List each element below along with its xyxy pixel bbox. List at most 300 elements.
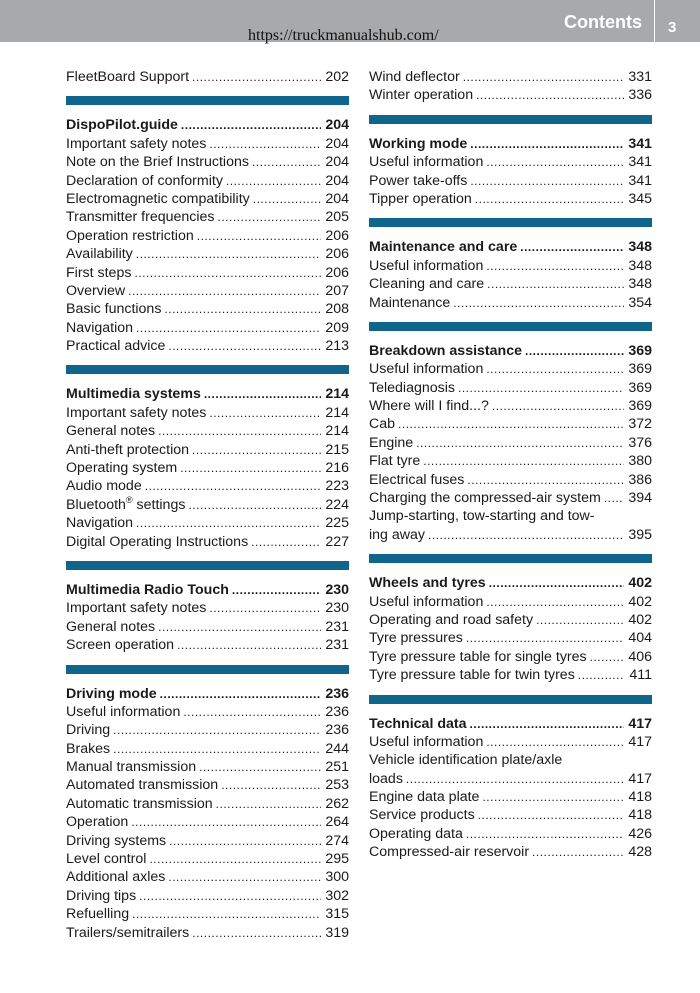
toc-section [66, 665, 349, 942]
toc-page-number: 214 [325, 423, 349, 440]
section-band [66, 365, 349, 374]
toc-page-number: 395 [628, 526, 652, 543]
toc-page-number: 205 [325, 209, 349, 226]
toc-entry-title: Practical advice [66, 338, 166, 355]
toc-entry-title: Operating data [369, 825, 463, 842]
toc-entry-title: Driving tips [66, 887, 137, 904]
page-title: Contents [564, 12, 642, 32]
toc-entry[interactable] [66, 319, 349, 337]
toc-entry[interactable] [66, 850, 349, 868]
toc-entry-title: Multimedia Radio Touch [66, 581, 229, 598]
toc-entry-title: Bluetooth® settings [66, 494, 186, 513]
toc-entry[interactable] [66, 777, 349, 795]
toc-entry-title: Important safety notes [66, 600, 207, 617]
toc-entry-title: DispoPilot.guide [66, 117, 178, 134]
toc-page-number: 369 [628, 342, 652, 359]
toc-leader-dots [192, 924, 321, 942]
toc-section [369, 695, 652, 862]
toc-entry[interactable] [66, 795, 349, 813]
toc-leader-dots [136, 319, 321, 337]
toc-entry-title: Declaration of conformity [66, 172, 223, 189]
toc-leader-dots [128, 282, 321, 300]
registered-mark: ® [125, 494, 133, 505]
toc-page-number: 230 [325, 600, 349, 617]
toc-page-number: 215 [325, 441, 349, 458]
toc-entry[interactable] [66, 264, 349, 282]
toc-page-number: 402 [628, 611, 652, 628]
toc-leader-dots [604, 489, 624, 507]
toc-entry[interactable] [66, 441, 349, 459]
toc-page-number: 202 [325, 68, 349, 85]
toc-entry[interactable] [66, 887, 349, 905]
toc-page-number: 214 [325, 404, 349, 421]
toc-page-number: 345 [628, 190, 652, 207]
toc-leader-dots [482, 788, 624, 806]
toc-leader-dots [463, 68, 624, 86]
toc-entry[interactable] [66, 282, 349, 300]
toc-entry[interactable] [369, 593, 652, 611]
toc-entry[interactable] [369, 770, 652, 788]
toc-entry[interactable] [66, 721, 349, 739]
toc-entry[interactable] [66, 227, 349, 245]
toc-leader-dots [132, 905, 321, 923]
toc-leader-dots [204, 385, 321, 403]
toc-entry[interactable] [66, 337, 349, 355]
toc-entry-title: loads [369, 770, 403, 787]
toc-entry-title: Charging the compressed-air system [369, 490, 601, 507]
toc-leader-dots [221, 776, 321, 794]
toc-entry[interactable] [369, 629, 652, 647]
toc-entry-title: Automatic transmission [66, 795, 213, 812]
toc-leader-dots [467, 471, 624, 489]
toc-section-heading[interactable] [369, 715, 652, 733]
toc-page-number: 206 [325, 264, 349, 281]
toc-entry[interactable] [66, 868, 349, 886]
toc-entry[interactable] [369, 788, 652, 806]
toc-section-heading[interactable] [66, 116, 349, 134]
toc-entry[interactable] [369, 526, 652, 544]
toc-entry-title: Useful information [369, 154, 484, 171]
toc-entry[interactable] [66, 703, 349, 721]
toc-entry[interactable] [66, 636, 349, 654]
toc-leader-dots [486, 153, 624, 171]
toc-entry[interactable] [369, 153, 652, 171]
toc-entry[interactable] [66, 740, 349, 758]
toc-entry[interactable] [369, 434, 652, 452]
toc-leader-dots [525, 342, 624, 360]
toc-entry-title: General notes [66, 423, 156, 440]
toc-page-number: 394 [628, 490, 652, 507]
toc-entry-title: Useful information [369, 257, 484, 274]
toc-leader-dots [487, 275, 624, 293]
toc-leader-dots [428, 526, 624, 544]
toc-entry-title: Availability [66, 246, 133, 263]
toc-page-number: 213 [325, 338, 349, 355]
toc-leader-dots [475, 190, 624, 208]
toc-entry-title: Operation [66, 814, 129, 831]
toc-page-number: 214 [325, 386, 349, 403]
toc-page-number: 411 [629, 667, 652, 684]
toc-page-number: 331 [628, 68, 652, 85]
section-band [369, 115, 652, 124]
toc-leader-dots [168, 868, 321, 886]
toc-entry[interactable] [369, 471, 652, 489]
toc-entry[interactable] [369, 489, 652, 507]
left-column [66, 68, 349, 952]
toc-leader-dots [492, 397, 624, 415]
toc-entry-title: Breakdown assistance [369, 342, 522, 359]
toc-page-number: 209 [325, 319, 349, 336]
toc-entry[interactable] [369, 807, 652, 825]
toc-page-number: 204 [325, 135, 349, 152]
toc-entry[interactable] [66, 208, 349, 226]
toc-page-number: 348 [628, 276, 652, 293]
toc-leader-dots [164, 300, 321, 318]
toc-leader-dots [476, 86, 624, 104]
toc-leader-dots [466, 825, 624, 843]
toc-entry-title: Operation restriction [66, 227, 194, 244]
toc-page-number: 418 [628, 807, 652, 824]
toc-section-heading[interactable] [66, 385, 349, 403]
toc-entry[interactable] [66, 300, 349, 318]
toc-page-number: 224 [325, 496, 349, 513]
watermark-url: https://truckmanualshub.com/ [248, 27, 439, 44]
toc-entry-title: Compressed-air reservoir [369, 844, 530, 861]
toc-entry-title: Tyre pressures [369, 630, 463, 647]
toc-leader-dots [113, 740, 321, 758]
toc-section-heading[interactable] [369, 135, 652, 153]
toc-page-number: 369 [628, 361, 652, 378]
toc-entry[interactable] [66, 172, 349, 190]
toc-section-heading[interactable] [66, 685, 349, 703]
toc-entry-title: Winter operation [369, 87, 474, 104]
toc-entry-title: Multimedia systems [66, 386, 201, 403]
toc-entry-title-line: Vehicle identification plate/axle [369, 752, 563, 769]
section-band [369, 218, 652, 227]
toc-entry-title: Anti-theft protection [66, 441, 190, 458]
toc-section-heading[interactable] [369, 342, 652, 360]
toc-page-number: 231 [325, 618, 349, 635]
toc-top-entries [66, 68, 349, 86]
toc-entry-title: Operating system [66, 460, 178, 477]
toc-section [66, 561, 349, 655]
toc-entry-title: Maintenance [369, 294, 451, 311]
toc-entry-title: Trailers/semitrailers [66, 924, 190, 941]
toc-leader-dots [226, 172, 321, 190]
toc-page-number: 208 [325, 301, 349, 318]
toc-page-number: 236 [325, 703, 349, 720]
toc-entry-title: Note on the Brief Instructions [66, 154, 249, 171]
toc-entry[interactable] [66, 153, 349, 171]
toc-page-number: 354 [628, 294, 652, 311]
toc-entry-title: Transmitter frequencies [66, 209, 215, 226]
toc-entry[interactable] [369, 257, 652, 275]
toc-leader-dots [252, 153, 321, 171]
toc-entry-title: Maintenance and care [369, 239, 518, 256]
toc-entry[interactable] [369, 611, 652, 629]
toc-page-number: 341 [628, 172, 652, 189]
toc-leader-dots [136, 245, 321, 263]
toc-page-number: 262 [325, 795, 349, 812]
toc-entry-title: Refuelling [66, 906, 130, 923]
toc-page-number: 207 [325, 282, 349, 299]
toc-leader-dots [160, 685, 321, 703]
toc-entry-title: Engine [369, 434, 414, 451]
toc-page-number: 231 [325, 637, 349, 654]
toc-page-number: 230 [325, 581, 349, 598]
toc-entry[interactable] [369, 68, 652, 86]
toc-entry-title: Working mode [369, 135, 468, 152]
page-number: 3 [668, 19, 677, 36]
toc-entry-title: Important safety notes [66, 135, 207, 152]
toc-entry[interactable] [369, 275, 652, 293]
toc-page-number: 319 [325, 924, 349, 941]
toc-page-number: 386 [628, 471, 652, 488]
toc-leader-dots [209, 599, 321, 617]
toc-entry[interactable] [369, 825, 652, 843]
toc-leader-dots [398, 415, 624, 433]
toc-page-number: 404 [628, 630, 652, 647]
toc-entry[interactable] [369, 733, 652, 751]
toc-leader-dots [188, 496, 321, 514]
toc-leader-dots [578, 666, 624, 684]
toc-leader-dots [145, 477, 321, 495]
toc-entry-title: Useful information [369, 733, 484, 750]
toc-leader-dots [486, 360, 624, 378]
toc-entry-title: FleetBoard Support [66, 68, 190, 85]
toc-entry[interactable] [66, 422, 349, 440]
toc-leader-dots [478, 806, 624, 824]
toc-entry-title: Important safety notes [66, 404, 207, 421]
toc-section-heading[interactable] [66, 581, 349, 599]
toc-page-number: 227 [325, 533, 349, 550]
toc-entry[interactable] [369, 452, 652, 470]
toc-leader-dots [158, 422, 321, 440]
toc-section [66, 96, 349, 355]
toc-page-number: 300 [325, 869, 349, 886]
toc-page-number: 206 [325, 246, 349, 263]
toc-entry-title: Tyre pressure table for twin tyres [369, 667, 575, 684]
toc-leader-dots [458, 379, 624, 397]
toc-leader-dots [197, 227, 321, 245]
toc-entry-title: First steps [66, 264, 132, 281]
toc-entry-title: Driving [66, 722, 111, 739]
toc-entry[interactable] [66, 245, 349, 263]
toc-entry[interactable] [66, 190, 349, 208]
toc-entry-title: Wind deflector [369, 68, 460, 85]
toc-entry[interactable] [66, 68, 349, 86]
toc-entry[interactable] [66, 599, 349, 617]
toc-entry[interactable] [369, 843, 652, 861]
toc-page-number: 372 [628, 416, 652, 433]
toc-page-number: 428 [628, 844, 652, 861]
toc-page-number: 406 [628, 648, 652, 665]
section-band [369, 554, 652, 563]
toc-entry-title: Where will I find...? [369, 398, 489, 415]
toc-page-number: 206 [325, 227, 349, 244]
toc-page-number: 264 [325, 814, 349, 831]
toc-page-number: 341 [628, 154, 652, 171]
toc-entry[interactable] [369, 172, 652, 190]
toc-leader-dots [470, 172, 624, 190]
toc-entry[interactable] [66, 477, 349, 495]
toc-page-number: 369 [628, 379, 652, 396]
toc-entry[interactable] [66, 533, 349, 551]
toc-entry[interactable] [66, 514, 349, 532]
section-band [66, 561, 349, 570]
toc-leader-dots [183, 703, 321, 721]
toc-entry-title: Level control [66, 851, 147, 868]
toc-entry-title: Engine data plate [369, 789, 480, 806]
toc-entry[interactable] [369, 86, 652, 104]
toc-entry-title: Automated transmission [66, 777, 219, 794]
toc-page-number: 204 [325, 154, 349, 171]
toc-entry[interactable] [66, 496, 349, 514]
toc-leader-dots [253, 190, 321, 208]
toc-leader-dots [486, 593, 624, 611]
toc-leader-dots [251, 533, 321, 551]
toc-section-heading[interactable] [369, 574, 652, 592]
toc-entry-title: Useful information [66, 703, 181, 720]
toc-entry-title: Service products [369, 807, 475, 824]
toc-page-number: 223 [325, 478, 349, 495]
toc-leader-dots [169, 832, 321, 850]
toc-entry[interactable] [66, 135, 349, 153]
toc-entry-title: Brakes [66, 740, 111, 757]
toc-page-number: 402 [628, 593, 652, 610]
toc-leader-dots [536, 611, 624, 629]
toc-page-number: 417 [628, 770, 652, 787]
toc-page-number: 369 [628, 398, 652, 415]
toc-entry[interactable] [369, 379, 652, 397]
toc-entry-title: General notes [66, 618, 156, 635]
toc-entry[interactable] [66, 832, 349, 850]
toc-page-number: 348 [628, 257, 652, 274]
section-band [369, 322, 652, 331]
toc-page-number: 253 [325, 777, 349, 794]
toc-entry[interactable] [66, 404, 349, 422]
toc-page-number: 204 [325, 190, 349, 207]
toc-entry-title: Manual transmission [66, 759, 197, 776]
toc-page-number: 302 [325, 887, 349, 904]
toc-page-number: 274 [325, 832, 349, 849]
toc-section [66, 365, 349, 551]
toc-page-number: 380 [628, 453, 652, 470]
toc-entry[interactable] [66, 758, 349, 776]
toc-entry-title: Navigation [66, 515, 134, 532]
toc-leader-dots [423, 452, 624, 470]
toc-entry[interactable] [369, 397, 652, 415]
toc-leader-dots [466, 629, 624, 647]
section-band [369, 695, 652, 704]
toc-entry[interactable] [66, 905, 349, 923]
toc-leader-dots [192, 68, 321, 86]
toc-entry[interactable] [369, 648, 652, 666]
toc-leader-dots [158, 618, 321, 636]
toc-entry-title: Electrical fuses [369, 471, 465, 488]
toc-entry[interactable] [66, 924, 349, 942]
toc-entry-title: Overview [66, 282, 126, 299]
toc-page-number: 251 [325, 759, 349, 776]
toc-entry[interactable] [369, 294, 652, 312]
toc-page-number: 225 [325, 515, 349, 532]
toc-entry[interactable] [369, 360, 652, 378]
toc-page-number: 418 [628, 789, 652, 806]
toc-entry[interactable] [369, 415, 652, 433]
toc-entry[interactable] [66, 813, 349, 831]
toc-page-number: 417 [628, 733, 652, 750]
toc-leader-dots [416, 434, 624, 452]
toc-entry[interactable] [66, 618, 349, 636]
toc-entry-title: Tipper operation [369, 190, 472, 207]
right-column [369, 68, 652, 872]
section-band [66, 96, 349, 105]
toc-page-number: 204 [325, 172, 349, 189]
toc-leader-dots [216, 795, 321, 813]
toc-section [369, 218, 652, 312]
toc-leader-dots [134, 264, 321, 282]
toc-leader-dots [470, 715, 624, 733]
toc-entry-title: Cab [369, 416, 396, 433]
toc-entry-title: Operating and road safety [369, 611, 534, 628]
toc-top-entries [369, 68, 652, 105]
toc-leader-dots [209, 135, 321, 153]
toc-leader-dots [486, 257, 624, 275]
toc-leader-dots [139, 887, 321, 905]
toc-entry-title: Cleaning and care [369, 276, 485, 293]
toc-entry[interactable] [369, 666, 652, 684]
toc-page-number: 336 [628, 87, 652, 104]
toc-entry[interactable] [66, 459, 349, 477]
toc-entry-title-line: Jump-starting, tow-starting and tow- [369, 508, 595, 525]
toc-leader-dots [218, 208, 322, 226]
toc-entry-title: Useful information [369, 593, 484, 610]
toc-entry-title: Wheels and tyres [369, 575, 486, 592]
section-band [66, 665, 349, 674]
toc-leader-dots [590, 648, 624, 666]
toc-leader-dots [489, 574, 624, 592]
toc-leader-dots [486, 733, 624, 751]
toc-page-number: 216 [325, 460, 349, 477]
toc-page-number: 376 [628, 434, 652, 451]
toc-leader-dots [136, 514, 321, 532]
toc-leader-dots [113, 721, 321, 739]
toc-entry-title: Power take-offs [369, 172, 468, 189]
toc-leader-dots [177, 636, 321, 654]
toc-page-number: 236 [325, 685, 349, 702]
toc-page-number: 315 [325, 906, 349, 923]
toc-leader-dots [532, 843, 624, 861]
toc-entry-title: Tyre pressure table for single tyres [369, 648, 587, 665]
toc-leader-dots [181, 116, 321, 134]
toc-leader-dots [453, 294, 624, 312]
toc-leader-dots [470, 135, 624, 153]
toc-page-number: 348 [628, 239, 652, 256]
toc-section-heading[interactable] [369, 238, 652, 256]
toc-entry[interactable] [369, 190, 652, 208]
toc-page-number: 236 [325, 722, 349, 739]
toc-entry-title: Telediagnosis [369, 379, 455, 396]
toc-page-number: 295 [325, 851, 349, 868]
toc-leader-dots [131, 813, 321, 831]
toc-page-number: 426 [628, 825, 652, 842]
toc-section [369, 554, 652, 684]
toc-entry-title: ing away [369, 526, 425, 543]
toc-leader-dots [209, 404, 321, 422]
toc-entry-title: Technical data [369, 715, 467, 732]
toc-leader-dots [192, 441, 321, 459]
toc-entry-title: Electromagnetic compatibility [66, 190, 250, 207]
